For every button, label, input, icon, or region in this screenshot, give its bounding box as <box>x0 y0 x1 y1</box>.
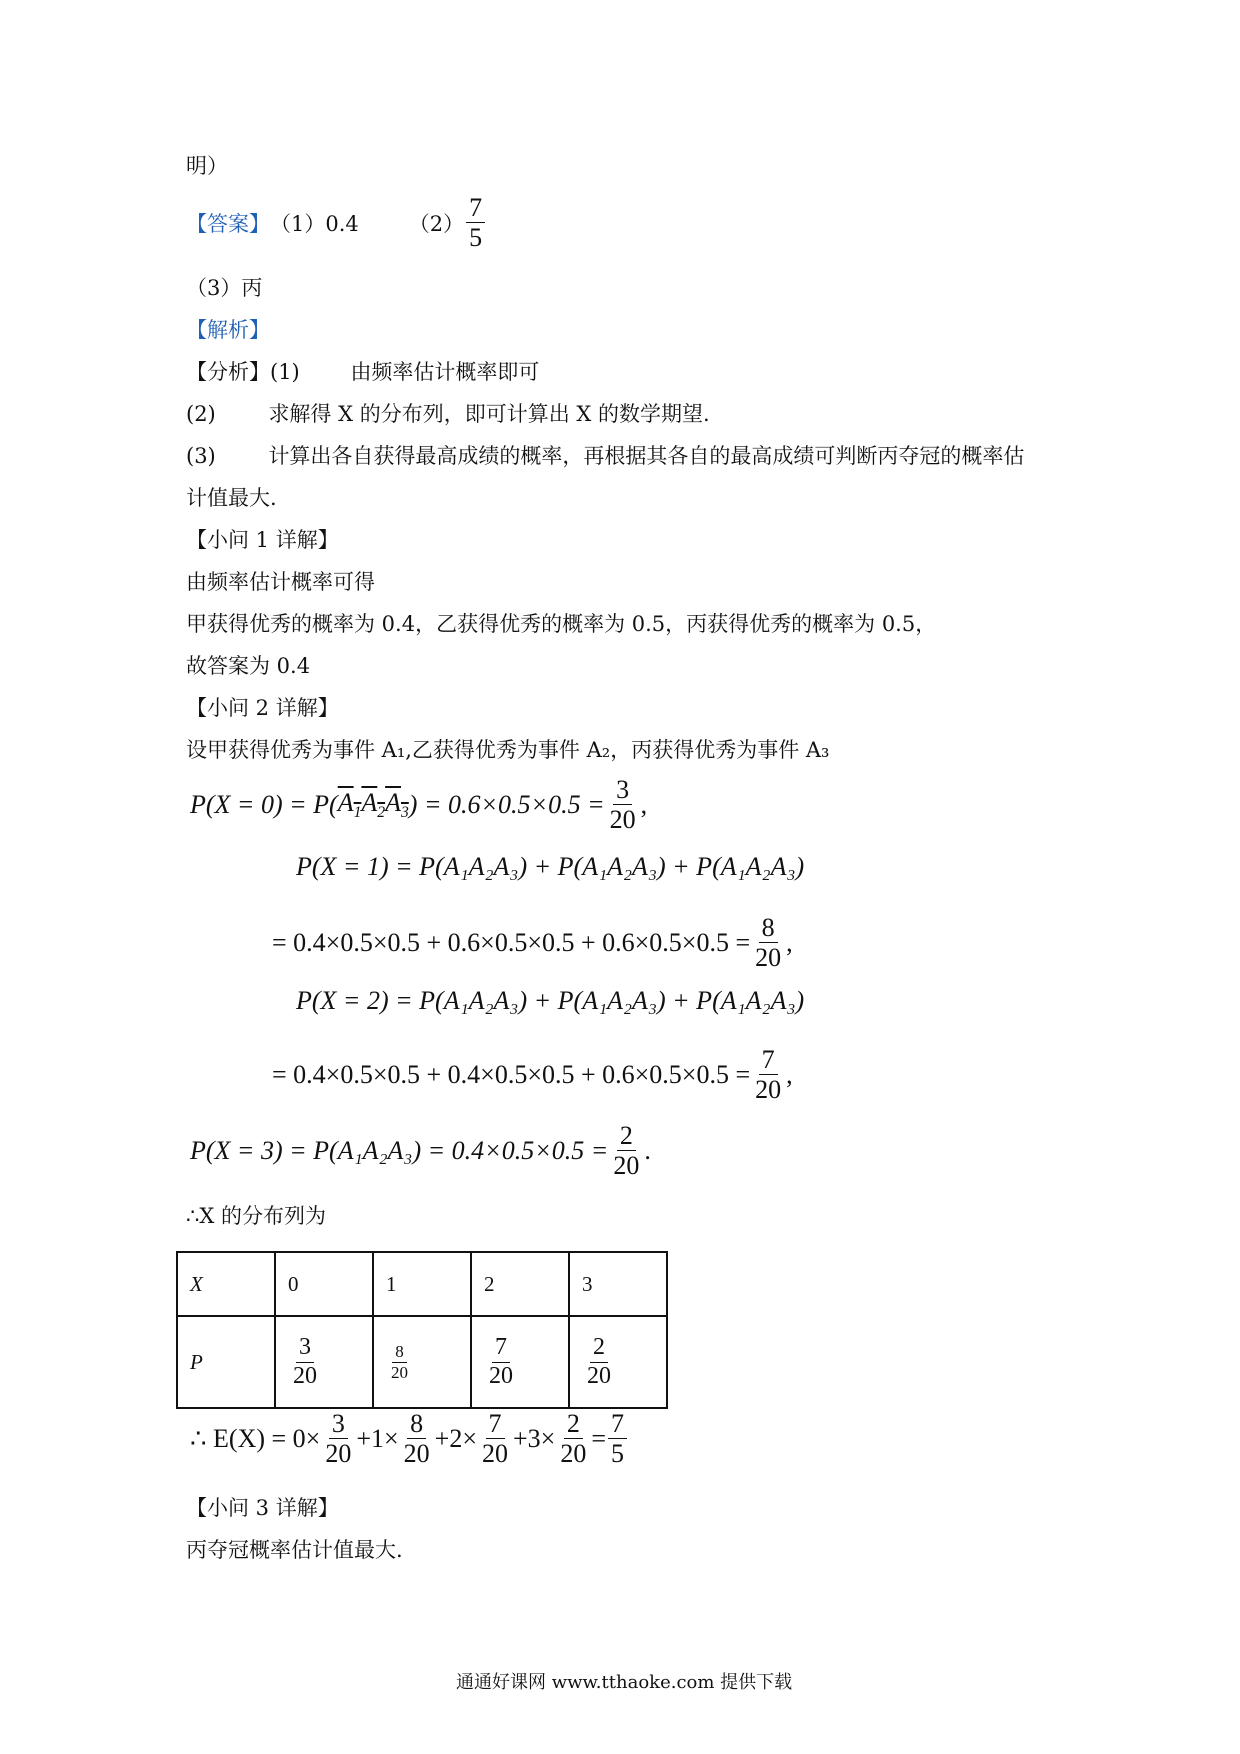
table-row <box>177 1316 667 1408</box>
eq-x1-calc: = 0.4×0.5×0.5 + 0.6×0.5×0.5 + 0.6×0.5×0.5 = $\frac{8}{20}$ , <box>272 913 793 973</box>
expectation-result: $\frac{7}{5}$ <box>608 1410 627 1468</box>
eq-x1-left: P(X = 1) = P(A₁A₂A₃) + P(A₁A₂A₃) + P(A₁A₂A₃) <box>296 852 805 881</box>
analysis-line1: 【分析】(1) 由频率估计概率即可 <box>186 360 540 384</box>
header-fragment: 明） <box>186 154 228 178</box>
answer-part2-prefix: （2） <box>408 211 465 236</box>
eq-x2-calc: = 0.4×0.5×0.5 + 0.4×0.5×0.5 + 0.6×0.5×0.5 = $\frac{7}{20}$ , <box>272 1045 793 1105</box>
complement-a1a2a3: $A_1A_2A_3$ <box>337 787 409 821</box>
eq-x1-fraction: $\frac{8}{20}$ <box>755 913 782 973</box>
q1-line3: 故答案为 0.4 <box>186 654 311 678</box>
eq-x3: P(X = 3) = P(A₁A₂A₃) = 0.4×0.5×0.5 = $\frac{2}{20}$ . <box>190 1121 651 1181</box>
footer: 通通好课网 www.tthaoke.com 提供下载 <box>456 1672 793 1693</box>
q2-title: 【小问 2 详解】 <box>186 696 339 720</box>
q1-line2: 甲获得优秀的概率为 0.4，乙获得优秀的概率为 0.5，丙获得优秀的概率为 0.5， <box>186 612 937 636</box>
eq-x2-fraction: $\frac{7}{20}$ <box>755 1045 782 1105</box>
eq-x0: P(X = 0) = P( $A_1A_2A_3$ ) = 0.6×0.5×0.5 = $\frac{3}{20}$ , <box>190 775 648 835</box>
p-fraction: $\frac{8}{20}$ <box>391 1341 408 1382</box>
eq-x2-left: P(X = 2) = P(A₁A₂A₃) + P(A₁A₂A₃) + P(A₁A₂A₃) <box>296 986 805 1015</box>
analysis-line2: (2) 求解得 X 的分布列，即可计算出 X 的数学期望. <box>186 402 710 426</box>
answer-part3: （3）丙 <box>186 276 263 300</box>
table-cell <box>373 1316 471 1408</box>
table-header-p: P <box>177 1316 275 1408</box>
table-cell <box>275 1316 373 1408</box>
answer-part1: （1）0.4 <box>270 211 359 236</box>
q1-line1: 由频率估计概率可得 <box>186 570 375 594</box>
table-cell <box>471 1316 569 1408</box>
answer-line <box>186 194 487 252</box>
answer-label: 【答案】 <box>186 211 270 236</box>
table-cell: 3 <box>569 1252 667 1316</box>
table-cell <box>569 1316 667 1408</box>
table-header-x: X <box>177 1252 275 1316</box>
table-cell: 0 <box>275 1252 373 1316</box>
p-fraction: $\frac{3}{20}$ <box>293 1334 317 1389</box>
eq-x3-fraction: $\frac{2}{20}$ <box>613 1121 640 1181</box>
q3-title: 【小问 3 详解】 <box>186 1496 339 1520</box>
answer-part2-fraction: $\frac{7}{5}$ <box>466 194 485 252</box>
table-cell: 2 <box>471 1252 569 1316</box>
table-row <box>177 1252 667 1316</box>
table-cell: 1 <box>373 1252 471 1316</box>
analysis-line3-cont: 计值最大. <box>186 486 277 510</box>
analysis-line3: (3) 计算出各自获得最高成绩的概率，再根据其各自的最高成绩可判断丙夺冠的概率估 <box>186 444 1025 468</box>
analysis-label: 【解析】 <box>186 318 270 342</box>
p-fraction: $\frac{2}{20}$ <box>587 1334 611 1389</box>
q2-setup: 设甲获得优秀为事件 A₁,乙获得优秀为事件 A₂，丙获得优秀为事件 A₃ <box>186 738 830 762</box>
eq-x0-fraction: $\frac{3}{20}$ <box>609 775 636 835</box>
q3-text: 丙夺冠概率估计值最大. <box>186 1538 403 1562</box>
p-fraction: $\frac{7}{20}$ <box>489 1334 513 1389</box>
dist-caption: ∴X 的分布列为 <box>186 1204 326 1228</box>
distribution-table <box>176 1251 668 1409</box>
q1-title: 【小问 1 详解】 <box>186 528 339 552</box>
expectation: ∴ E(X) = 0× $\frac{3}{20}$ +1× $\frac{8}{20}$ +2× $\frac{7}{20}$ +3× $\frac{2}{20}$ = $\frac{7}{5}$ <box>190 1410 629 1468</box>
